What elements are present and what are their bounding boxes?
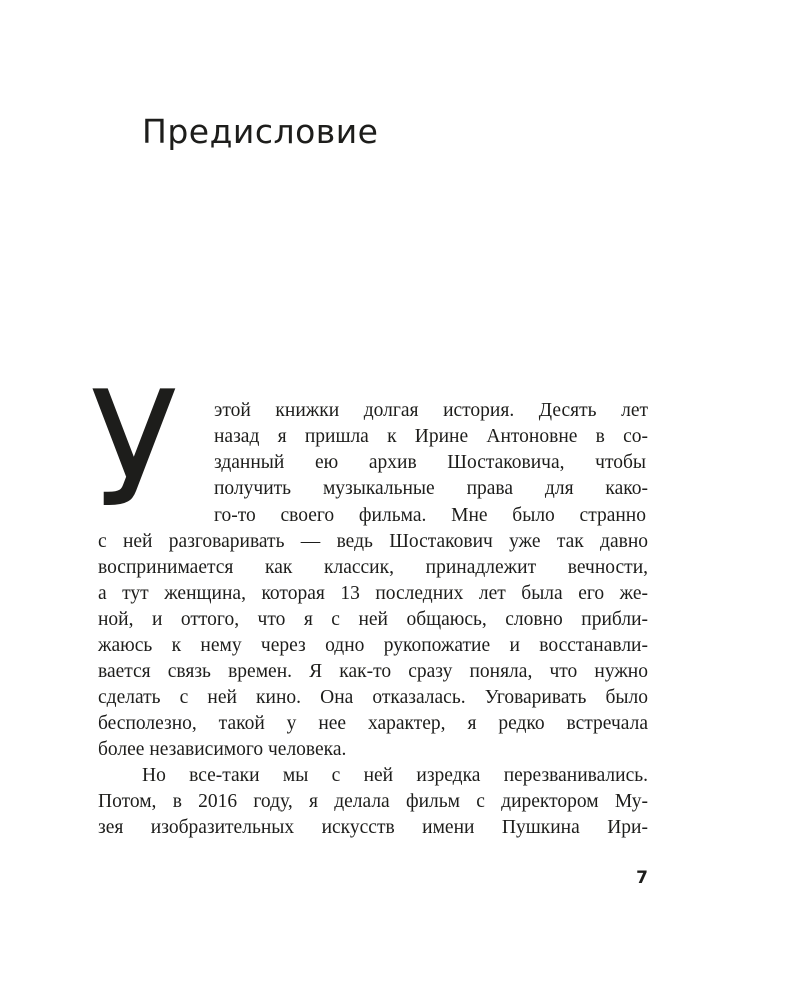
text-line: получить музыкальные права для како- (214, 478, 648, 499)
chapter-heading: Предисловие (142, 112, 379, 151)
text-line: го-то своего фильма. Мне было странно (214, 505, 646, 526)
text-line: зданный ею архив Шостаковича, чтобы (214, 452, 646, 473)
text-line: более независимого человека. (98, 739, 347, 760)
text-line: а тут женщина, которая 13 последних лет была его же- (98, 583, 648, 604)
text-line: зея изобразительных искусств имени Пушкина Ири- (98, 817, 648, 838)
text-line: с ней разговаривать — ведь Шостакович уже так давно (98, 531, 648, 552)
text-line: Потом, в 2016 году, я делала фильм с директором Му- (98, 791, 648, 812)
text-line: сделать с ней кино. Она отказалась. Уговаривать было (98, 687, 648, 708)
text-line: этой книжки долгая история. Десять лет (214, 400, 648, 421)
text-line: назад я пришла к Ирине Антоновне в со- (214, 426, 648, 447)
page-number: 7 (636, 868, 648, 888)
text-line: вается связь времен. Я как-то сразу поняла, что нужно (98, 661, 648, 682)
text-line: ной, и оттого, что я с ней общаюсь, словно прибли- (98, 609, 648, 630)
text-line: жаюсь к нему через одно рукопожатие и восстанавли- (98, 635, 648, 656)
text-line: воспринимается как классик, принадлежит вечности, (98, 557, 648, 578)
paragraph-first-line: Но все-таки мы с ней изредка перезванивались. (142, 765, 648, 786)
drop-cap-letter: У (90, 356, 178, 543)
text-line: бесполезно, такой у нее характер, я редко встречала (98, 713, 648, 734)
